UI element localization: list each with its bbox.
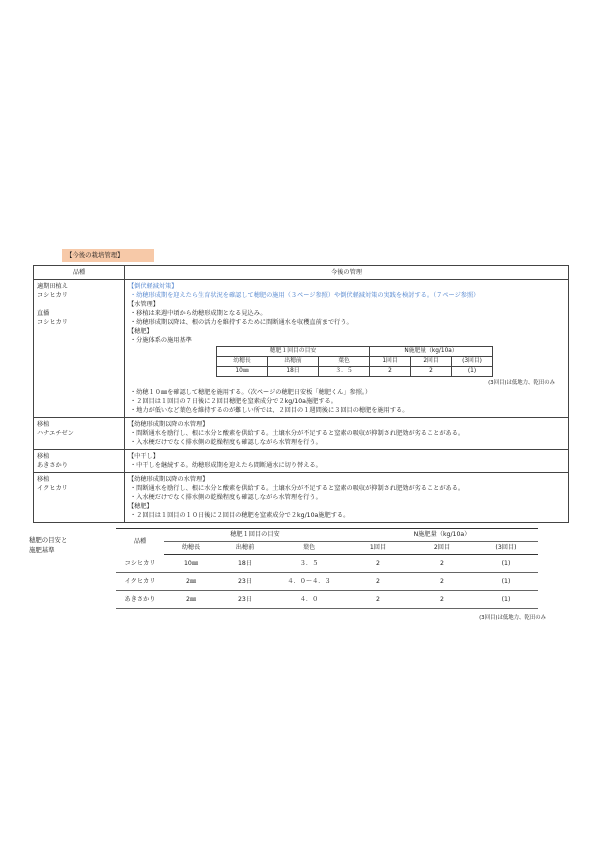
fertilizer-standard-table [216,346,493,377]
variety-line: 移植 [37,421,50,428]
summary-cell: 18日 [218,555,272,573]
management-line: 【穂肥】 [128,503,153,510]
summary-cell: 2 [346,591,410,609]
section-title: 【今後の栽培管理】 [62,249,154,262]
summary-note: (3回目)は低地力、乾田のみ [479,615,546,621]
management-line: 【中干し】 [128,453,159,460]
variety-header: 品種 [34,266,125,280]
variety-line: あきさかり [37,462,68,469]
variety-line: 直播 [37,310,50,317]
table-row [116,555,538,573]
table-row [34,473,569,523]
summary-cell: あきさかり [116,591,164,609]
summary-group-header-row [116,529,538,542]
variety-cell [34,280,125,418]
inner-col-header: 出穂前 [268,357,319,367]
management-line: ・２回目は１回目の７日後に２回目穂肥を窒素成分で２kg/10a施肥する。 [130,398,337,405]
variety-line: コシヒカリ [37,292,68,299]
variety-line: ハナエチゼン [37,430,74,437]
management-line: ・入水梗だけでなく排水側の乾燥程度も確認しながら水管理を行う。 [130,439,322,446]
summary-col-header: 出穂前 [218,542,272,555]
inner-col-header: 幼穂長 [217,357,268,367]
management-line: ・２回目は１回目の１０日後に２回目の穂肥を窒素成分で２kg/10a施肥する。 [130,512,350,519]
variety-line: イクヒカリ [37,485,68,492]
summary-cell: ４．０ [272,591,346,609]
summary-table [116,528,538,609]
management-cell [125,473,569,523]
management-line: 【幼穂形成期以降の水管理】 [128,476,209,483]
table-row [116,573,538,591]
summary-cell: ４．０～４．３ [272,573,346,591]
inner-col-header: 葉色 [319,357,370,367]
side-label-line: 穂肥の目安と [29,536,68,544]
management-line: ・地力が低いなど葉色を維持するのが難しい所では、２回目の１週間後に３回目の穂肥を施用する。 [130,407,409,414]
table-header-row [34,266,569,280]
summary-group-header: N施肥量（kg/10a） [346,529,538,542]
summary-cell: 2 [346,573,410,591]
summary-cell: 2 [410,573,474,591]
summary-group-header: 穂肥１回目の目安 [164,529,346,542]
variety-line: 移植 [37,476,50,483]
summary-side-label [29,535,67,555]
summary-col-header-row [116,542,538,555]
management-line: ・入水梗だけでなく排水側の乾燥程度も確認しながら水管理を行う。 [130,494,322,501]
summary-col-header: 2回目 [410,542,474,555]
inner-cell: 2 [370,367,411,377]
summary-col-header: 幼穂長 [164,542,218,555]
management-header: 今後の管理 [125,266,569,280]
table-row [34,418,569,450]
inner-cell: ３．５ [319,367,370,377]
summary-cell: (1) [474,591,538,609]
management-line: ・分施体系の施用基準 [130,337,192,344]
summary-cell: ３．５ [272,555,346,573]
variety-cell [34,450,125,473]
inner-cell: (1) [452,367,493,377]
summary-cell: 2 [410,591,474,609]
summary-cell: イクヒカリ [116,573,164,591]
management-cell [125,450,569,473]
inner-table-note: (3回目)は低地力、乾田のみ [488,380,555,386]
inner-col-header: 1回目 [370,357,411,367]
variety-line: 適期田植え [37,283,68,290]
summary-cell: 2 [346,555,410,573]
summary-col-header: 葉色 [272,542,346,555]
table-row [34,280,569,418]
management-line: ・移植は来週中頃から幼穂形成期となる見込み。 [130,310,267,317]
inner-cell: 10㎜ [217,367,268,377]
management-line: 【幼穂形成期以降の水管理】 [128,421,209,428]
side-label-line: 施肥基準 [29,546,55,554]
management-cell [125,280,569,418]
summary-cell: コシヒカリ [116,555,164,573]
management-line: ・中干しを継続する。幼穂形成期を迎えたら間断通水に切り替える。 [130,462,322,469]
summary-cell: (1) [474,573,538,591]
variety-cell [34,418,125,450]
table-row [116,591,538,609]
management-line: ・間断通水を励行し、根に水分と酸素を供給する。土壌水分が不足すると窒素の吸収が抑制され肥効が劣ることがある。 [130,430,465,437]
management-line: ・幼穂形成期以降は、根の活力を維持するために間断通水を収穫直前まで行う。 [130,319,353,326]
inner-group-header: 穂肥１回目の目安 [217,347,370,357]
management-line: ・幼穂形成期を迎えたら生育状況を確認して穂肥の施用（３ページ参照）や倒伏軽減対策の実践を検討する。（７ページ参照） [130,292,480,299]
inner-group-header: N施肥量（kg/10a） [370,347,493,357]
inner-col-header: 2回目 [411,357,452,367]
summary-variety-header: 品種 [116,529,164,555]
management-line: 【水管理】 [128,301,159,308]
summary-cell: 23日 [218,573,272,591]
summary-col-header: (3回目) [474,542,538,555]
variety-cell [34,473,125,523]
table-row [34,450,569,473]
management-line: ・幼穂１０㎜を確認して穂肥を施用する。（次ページの穂肥日安板「穂肥くん」参照。） [130,389,372,396]
variety-line: コシヒカリ [37,319,68,326]
inner-cell: 2 [411,367,452,377]
summary-cell: 2㎜ [164,573,218,591]
summary-cell: 23日 [218,591,272,609]
management-line: 【倒伏軽減対策】 [128,283,178,290]
summary-col-header: 1回目 [346,542,410,555]
management-line: ・間断通水を励行し、根に水分と酸素を供給する。土壌水分が不足すると窒素の吸収が抑制され肥効が劣ることがある。 [130,485,465,492]
management-cell [125,418,569,450]
inner-col-header: (3回目) [452,357,493,367]
management-line: 【穂肥】 [128,328,153,335]
summary-cell: 10㎜ [164,555,218,573]
summary-cell: 2㎜ [164,591,218,609]
summary-cell: (1) [474,555,538,573]
inner-cell: 18日 [268,367,319,377]
summary-cell: 2 [410,555,474,573]
management-table [33,265,569,523]
variety-line: 移植 [37,453,50,460]
